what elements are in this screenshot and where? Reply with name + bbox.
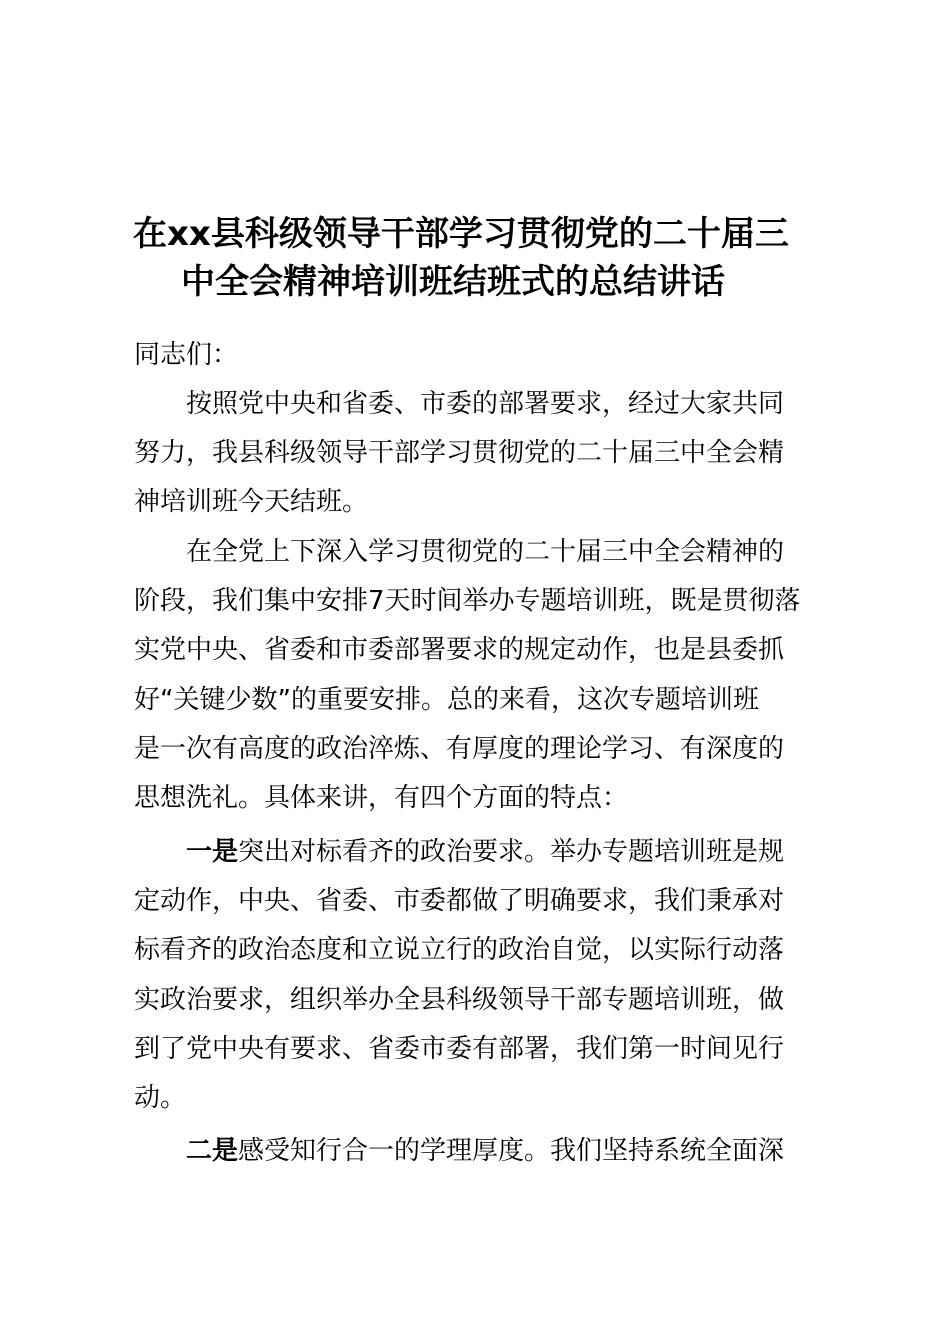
- point-1-lead: 一是: [186, 837, 239, 867]
- point-1-line: 实政治要求，组织举办全县科级领导干部专题培训班，做: [134, 984, 785, 1015]
- point-1-line: 到了党中央有要求、省委市委有部署，我们第一时间见行: [134, 1033, 785, 1064]
- point-1-line: 标看齐的政治态度和立说立行的政治自觉，以实际行动落: [134, 935, 785, 966]
- point-1-first-line: [134, 828, 834, 877]
- paragraph-2: [134, 528, 834, 823]
- paragraph-2-line: 实党中央、省委和市委部署要求的规定动作，也是县委抓: [134, 635, 785, 666]
- point-1-first-text: 突出对标看齐的政治要求。举办专题培训班是规: [238, 837, 785, 867]
- paragraph-1-line: 按照党中央和省委、市委的部署要求，经过大家共同: [186, 389, 785, 419]
- paragraph-1-line: 神培训班今天结班。: [134, 487, 369, 518]
- paragraph-2-line: 好“关键少数”的重要安排。总的来看，这次专题培训班: [134, 684, 759, 715]
- point-2: [134, 1127, 834, 1176]
- paragraph-2-line: 在全党上下深入学习贯彻党的二十届三中全会精神的: [186, 537, 785, 567]
- paragraph-2-line: 是一次有高度的政治淬炼、有厚度的理论学习、有深度的: [134, 733, 785, 764]
- point-2-first-text: 感受知行合一的学理厚度。我们坚持系统全面深: [238, 1136, 785, 1166]
- paragraph-1: [134, 380, 834, 528]
- point-2-lead: 二是: [186, 1136, 239, 1166]
- point-1-line: 定动作，中央、省委、市委都做了明确要求，我们秉承对: [134, 886, 785, 917]
- document-title-line-2: 中全会精神培训班结班式的总结讲话: [181, 262, 725, 302]
- point-1: [134, 828, 834, 1123]
- document-title-line-1: 在xx县科级领导干部学习贯彻党的二十届三: [133, 214, 789, 254]
- point-1-line: 动。: [134, 1082, 187, 1113]
- paragraph-2-line: 思想洗礼。具体来讲，有四个方面的特点：: [134, 782, 629, 813]
- salutation: [134, 331, 834, 380]
- salutation-text: 同志们：: [134, 340, 239, 370]
- point-2-first-line: [134, 1127, 834, 1176]
- paragraph-2-line: 阶段，我们集中安排7天时间举办专题培训班，既是贯彻落: [134, 586, 801, 617]
- paragraph-1-line: 努力，我县科级领导干部学习贯彻党的二十届三中全会精: [134, 438, 785, 469]
